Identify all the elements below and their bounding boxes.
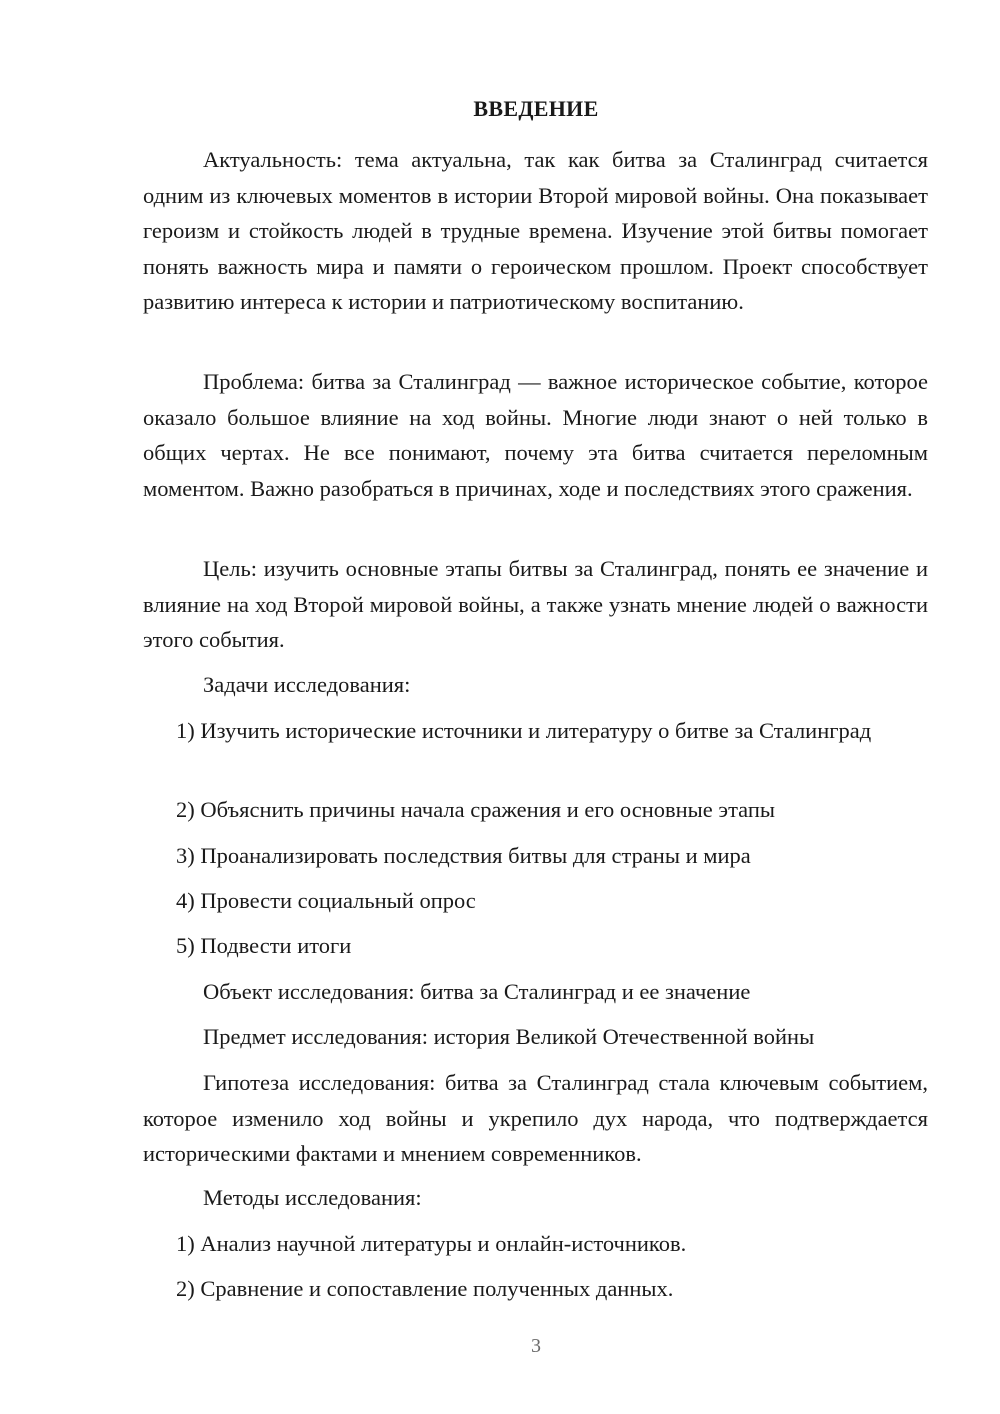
task-item-3: 3) Проанализировать последствия битвы для страны и мира — [176, 843, 751, 868]
tasks-label: Задачи исследования: — [203, 672, 411, 697]
task-item-5: 5) Подвести итоги — [176, 933, 352, 958]
research-object: Объект исследования: битва за Сталинград и ее значение — [203, 979, 751, 1004]
methods-label: Методы исследования: — [203, 1185, 422, 1210]
method-item-2: 2) Сравнение и сопоставление полученных данных. — [176, 1276, 674, 1301]
problem-paragraph: Проблема: битва за Сталинград — важное историческое событие, которое оказало большое влияние на ход войны. Многие люди знают о ней только в общих чертах. Не все понимают, почему эта битва считается переломным моментом. Важно разобраться в причинах, ходе и последствиях этого сражения. — [143, 369, 928, 501]
task-item-4: 4) Провести социальный опрос — [176, 888, 476, 913]
method-item-1: 1) Анализ научной литературы и онлайн-источников. — [176, 1231, 687, 1256]
hypothesis-paragraph: Гипотеза исследования: битва за Сталинград стала ключевым событием, которое изменило ход войны и укрепило дух народа, что подтверждается историческими фактами и мнением современников. — [143, 1070, 928, 1166]
goal-paragraph: Цель: изучить основные этапы битвы за Сталинград, понять ее значение и влияние на ход Второй мировой войны, а также узнать мнение людей о важности этого события. — [143, 556, 928, 652]
task-item-1: 1) Изучить исторические источники и литературу о битве за Сталинград — [176, 718, 872, 743]
relevance-paragraph: Актуальность: тема актуальна, так как битва за Сталинград считается одним из ключевых моментов в истории Второй мировой войны. Она показывает героизм и стойкость людей в трудные времена. Изучение этой битвы помогает понять важность мира и памяти о героическом прошлом. Проект способствует развитию интереса к истории и патриотическому воспитанию. — [143, 147, 928, 314]
page-number: 3 — [531, 1335, 541, 1357]
section-heading: ВВЕДЕНИЕ — [473, 96, 599, 121]
research-subject: Предмет исследования: история Великой Отечественной войны — [203, 1024, 815, 1049]
task-item-2: 2) Объяснить причины начала сражения и его основные этапы — [176, 797, 776, 822]
